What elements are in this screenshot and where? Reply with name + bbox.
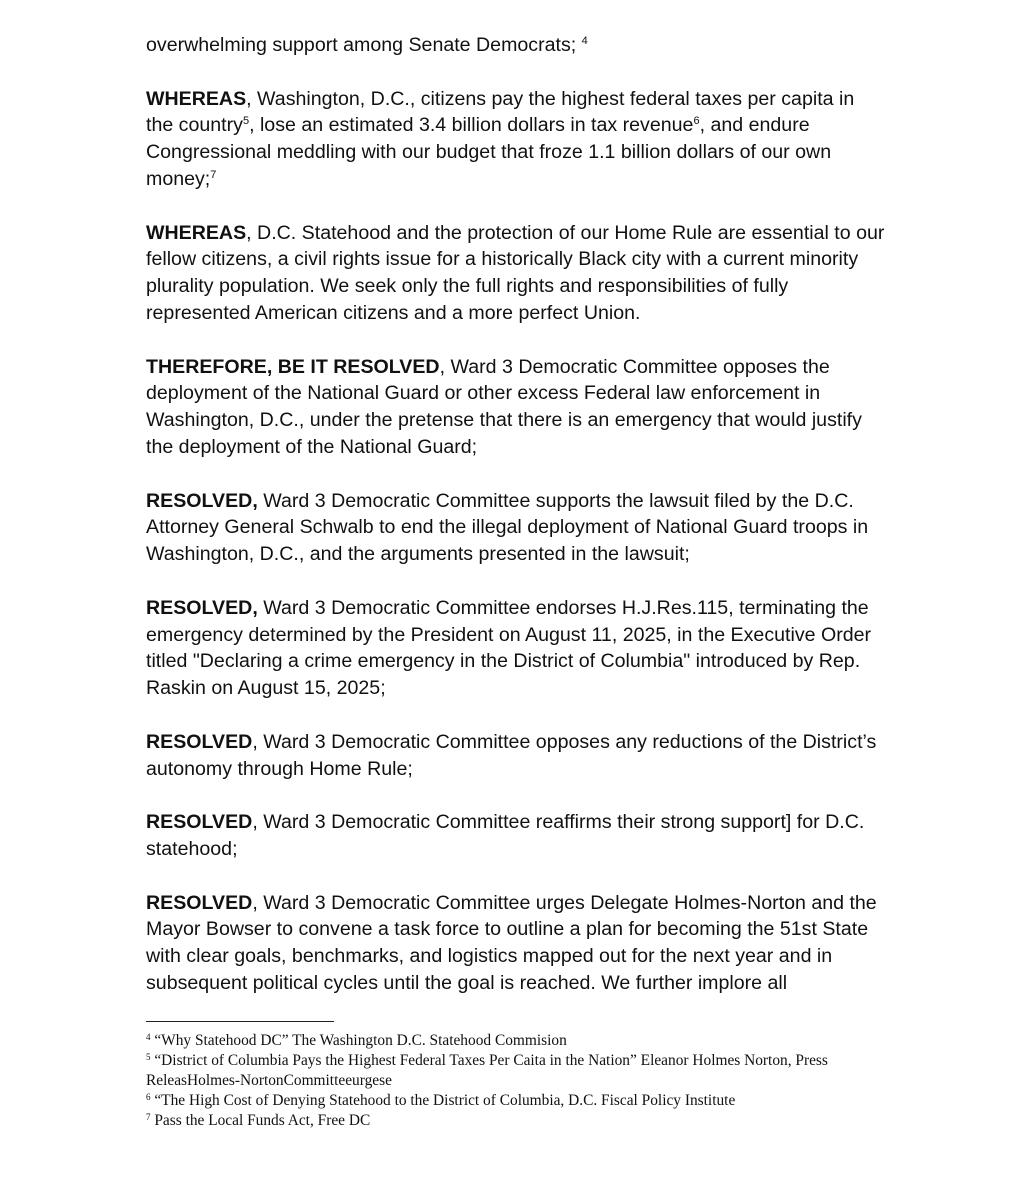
footnotes [146, 1031, 846, 1131]
paragraph-text: Ward 3 Democratic Committee endorses H.J.Res.115, terminating the emergency determined by the President on August 11, 2025, in the Executive Order titled "Declaring a crime emergency in the District of Columbia" introduced by Rep. Raskin on August 15, 2025; [146, 596, 872, 700]
paragraph-text: , lose an estimated 3.4 billion dollars in tax revenue [249, 114, 694, 137]
footnote-number: 5 [146, 1052, 151, 1062]
paragraph-text: , Ward 3 Democratic Committee urges Delegate Holmes-Norton and the Mayor Bowser to convene a task force to outline a plan for becoming the 51st State with clear goals, benchmarks, and logistics mapped out for the next year and in subsequent political cycles until the goal is reached. We further implore all [146, 891, 877, 994]
footnote-item [146, 1091, 846, 1111]
keyword-resolved: RESOLVED [146, 730, 253, 753]
paragraph-text: , and endure Congressional meddling with our budget that froze 1.1 billion dollars of our own money; [146, 114, 832, 190]
footnote-item [146, 1031, 846, 1051]
paragraph-text: , Washington, D.C., citizens pay the highest federal taxes per capita in the country [146, 87, 855, 137]
resolved-lawsuit-paragraph [146, 488, 886, 568]
paragraph-text: , D.C. Statehood and the protection of our Home Rule are essential to our fellow citizens, a civil rights issue for a historically Black city with a current minority plurality population. We seek only the full rights and responsibilities of fully represented American citizens and a more perfect Union. [146, 221, 885, 324]
keyword-whereas: WHEREAS [146, 87, 247, 110]
footnote-item [146, 1051, 846, 1091]
whereas-taxes-paragraph [146, 86, 886, 193]
keyword-whereas: WHEREAS [146, 221, 247, 244]
footnote-text: “The High Cost of Denying Statehood to the District of Columbia, D.C. Fiscal Policy Institute [150, 1092, 736, 1109]
whereas-statehood-paragraph [146, 220, 886, 327]
footnote-ref[interactable]: 4 [581, 35, 588, 47]
footnote-number: 6 [146, 1092, 151, 1102]
resolved-task-force-paragraph [146, 890, 886, 997]
paragraph-text: Ward 3 Democratic Committee supports the lawsuit filed by the D.C. Attorney General Schwalb to end the illegal deployment of National Guard troops in Washington, D.C., and the arguments presented in the lawsuit; [146, 489, 869, 566]
keyword-therefore-resolved: THEREFORE, BE IT RESOLVED [146, 355, 440, 378]
keyword-resolved: RESOLVED [146, 891, 253, 914]
footnote-ref[interactable]: 5 [242, 115, 250, 128]
paragraph-text: , Ward 3 Democratic Committee opposes the deployment of the National Guard or other excess Federal law enforcement in Washington, D.C., under the pretense that there is an emergency that would justify the deployment of the National Guard; [146, 355, 862, 458]
footnote-ref[interactable]: 6 [693, 115, 700, 128]
footnote-text: Pass the Local Funds Act, Free DC [150, 1112, 371, 1129]
paragraph-text: overwhelming support among Senate Democrats; [146, 34, 582, 56]
footnote-text: “Why Statehood DC” The Washington D.C. Statehood Commision [150, 1032, 567, 1049]
resolved-home-rule-paragraph [146, 729, 886, 783]
keyword-resolved: RESOLVED [146, 811, 253, 834]
resolved-hjres-paragraph [146, 595, 886, 702]
paragraph-text: , Ward 3 Democratic Committee reaffirms their strong support] for D.C. statehood; [146, 811, 865, 860]
keyword-resolved: RESOLVED, [146, 596, 258, 619]
footnote-number: 7 [146, 1112, 151, 1122]
paragraph-text: , Ward 3 Democratic Committee opposes any reductions of the District’s autonomy through Home Rule; [146, 730, 877, 780]
keyword-resolved: RESOLVED, [146, 489, 258, 512]
resolved-national-guard-paragraph [146, 354, 886, 461]
footnote-number: 4 [146, 1032, 151, 1042]
footnote-ref[interactable]: 7 [210, 168, 217, 181]
paragraph-continuation [146, 32, 886, 59]
footnote-separator [146, 1021, 334, 1022]
footnote-item [146, 1111, 846, 1131]
resolution-body [146, 32, 886, 997]
resolved-statehood-support-paragraph [146, 809, 886, 863]
footnote-text: “District of Columbia Pays the Highest Federal Taxes Per Caita in the Nation” Eleanor Holmes Norton, Press ReleasHolmes-NortonCommitteeurgese [146, 1052, 828, 1089]
